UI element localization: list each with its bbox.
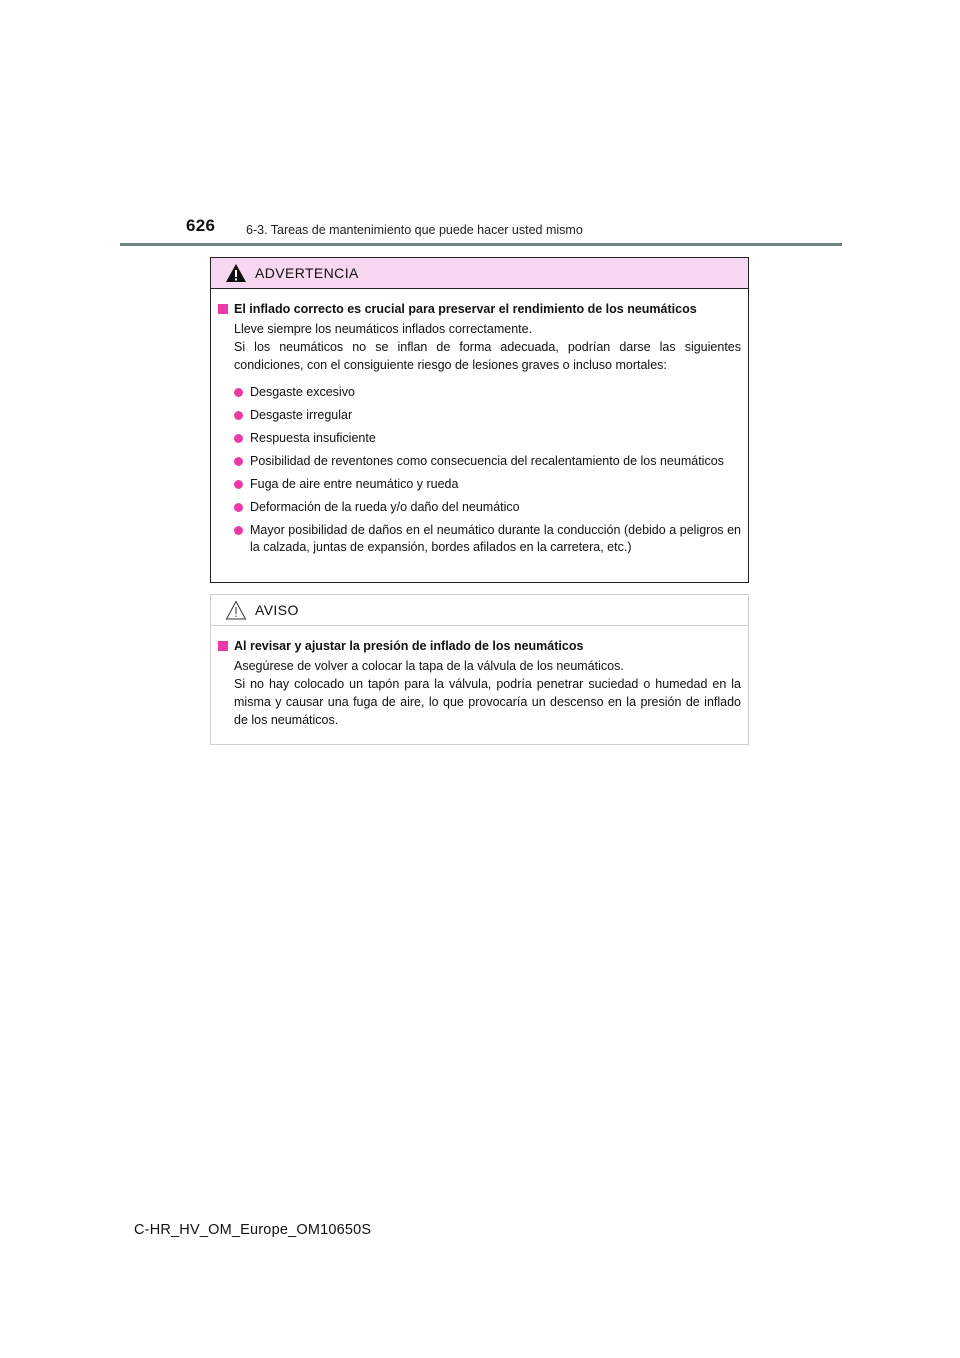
warning-bullet-list xyxy=(218,384,741,556)
section-title: 6-3. Tareas de mantenimiento que puede hacer usted mismo xyxy=(246,223,583,237)
notice-heading-text: Al revisar y ajustar la presión de inflado de los neumáticos xyxy=(234,639,584,653)
dot-bullet-icon xyxy=(234,503,243,512)
warning-box-body xyxy=(211,289,748,556)
document-code: C-HR_HV_OM_Europe_OM10650S xyxy=(134,1222,372,1238)
list-item: Deformación de la rueda y/o daño del neumático xyxy=(218,499,741,516)
notice-paragraph-2: Si no hay colocado un tapón para la válvula, podría penetrar suciedad o humedad en la misma y causar una fuga de aire, lo que provocaría un descenso en la presión de inflado de los neumáticos. xyxy=(234,677,741,727)
header-rule xyxy=(120,243,842,246)
dot-bullet-icon xyxy=(234,526,243,535)
dot-bullet-icon xyxy=(234,457,243,466)
caution-triangle-outline-icon xyxy=(225,600,247,620)
notice-heading xyxy=(218,638,741,655)
warning-title: ADVERTENCIA xyxy=(255,265,359,281)
page-number: 626 xyxy=(186,216,216,235)
notice-box-header xyxy=(211,595,748,626)
notice-title: AVISO xyxy=(255,602,299,618)
notice-paragraph-1: Asegúrese de volver a colocar la tapa de la válvula de los neumáticos. xyxy=(234,659,624,673)
dot-bullet-icon xyxy=(234,434,243,443)
list-item: Desgaste excesivo xyxy=(218,384,741,401)
warning-paragraph-1: Lleve siempre los neumáticos inflados correctamente. xyxy=(234,322,533,336)
warning-box xyxy=(210,257,749,583)
square-bullet-icon xyxy=(218,304,228,314)
square-bullet-icon xyxy=(218,641,228,651)
dot-bullet-icon xyxy=(234,388,243,397)
warning-heading-text: El inflado correcto es crucial para preservar el rendimiento de los neumáticos xyxy=(234,302,697,316)
notice-box xyxy=(210,594,749,745)
list-item: Mayor posibilidad de daños en el neumático durante la conducción (debido a peligros en la calzada, juntas de expansión, bordes afilados en la carretera, etc.) xyxy=(218,522,741,556)
notice-box-body xyxy=(211,626,748,729)
list-item: Posibilidad de reventones como consecuencia del recalentamiento de los neumáticos xyxy=(218,453,741,470)
warning-paragraph-2: Si los neumáticos no se inflan de forma adecuada, podrían darse las siguientes condiciones, con el consiguiente riesgo de lesiones graves o incluso mortales: xyxy=(234,340,741,372)
dot-bullet-icon xyxy=(234,480,243,489)
list-item: Respuesta insuficiente xyxy=(218,430,741,447)
warning-box-header xyxy=(211,258,748,289)
dot-bullet-icon xyxy=(234,411,243,420)
list-item: Fuga de aire entre neumático y rueda xyxy=(218,476,741,493)
warning-heading xyxy=(218,301,741,318)
list-item: Desgaste irregular xyxy=(218,407,741,424)
warning-triangle-icon xyxy=(225,263,247,283)
